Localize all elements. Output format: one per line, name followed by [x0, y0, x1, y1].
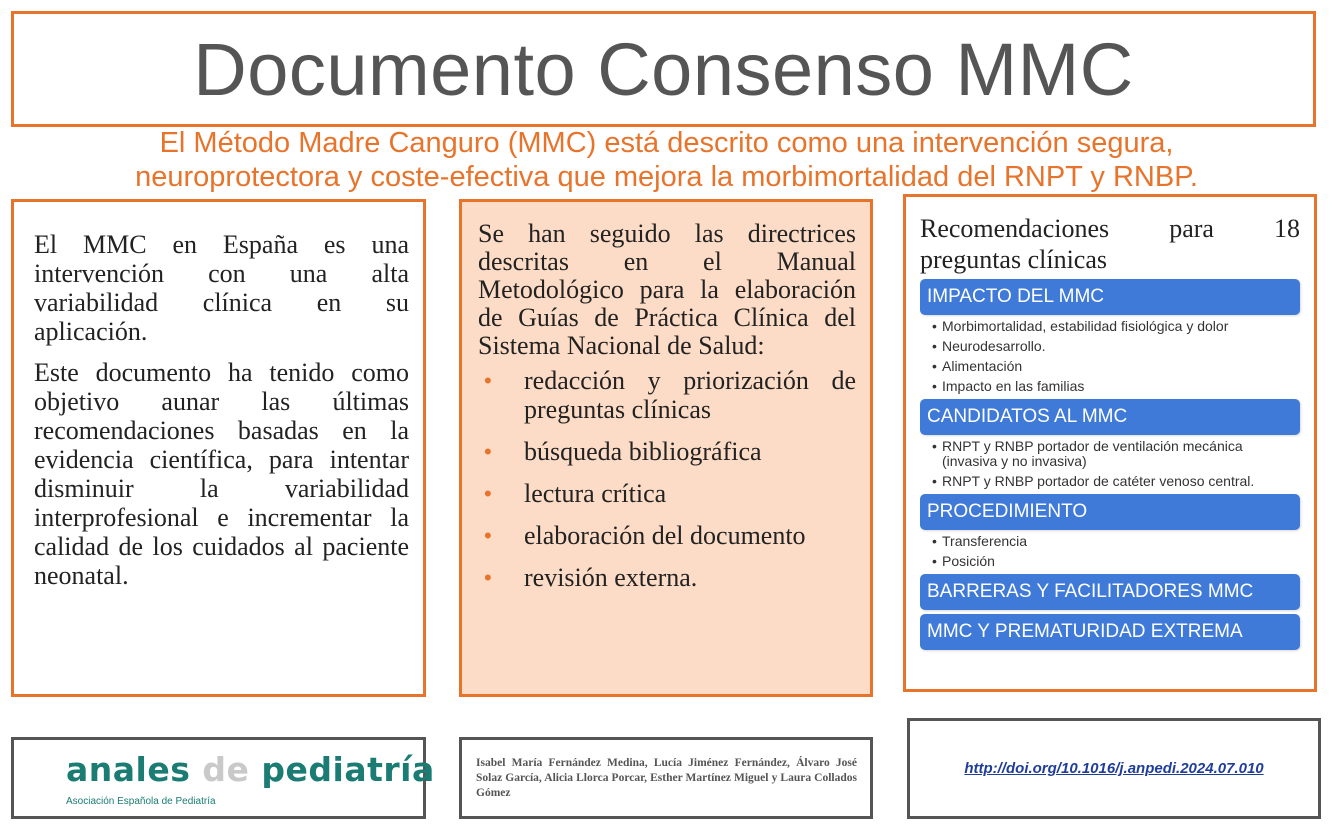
category-item: [932, 474, 1300, 489]
category-item-text: RNPT y RNBP portador de catéter venoso central.: [942, 473, 1255, 489]
bullet-icon: •: [484, 481, 492, 506]
context-paragraph-2: Este documento ha tenido como objetivo aunar las últimas recomendaciones basadas en la evidencia científica, para intentar disminuir la variabilidad interprofesional e incrementar la calidad de los cuidados al paciente neonatal.: [34, 358, 409, 590]
heading-line-2: preguntas clínicas: [920, 245, 1107, 274]
bullet-icon: •: [932, 318, 937, 334]
category-procedimiento: PROCEDIMIENTO: [920, 494, 1300, 530]
bullet-icon: •: [484, 439, 492, 464]
category-item: [932, 379, 1300, 394]
subtitle: [0, 126, 1333, 194]
category-items: [920, 319, 1300, 394]
methodology-item-text: búsqueda bibliográfica: [524, 437, 762, 466]
methodology-list: [478, 366, 856, 592]
journal-logo-box: [11, 737, 435, 819]
category-item: [932, 439, 1300, 469]
category-barreras: BARRERAS Y FACILITADORES MMC: [920, 574, 1300, 610]
journal-tagline: Asociación Española de Pediatría: [66, 796, 216, 807]
heading-word: Recomendaciones: [920, 214, 1110, 243]
methodology-item: [478, 437, 856, 466]
bullet-icon: •: [932, 553, 937, 569]
bullet-icon: •: [932, 438, 937, 454]
category-item: [932, 359, 1300, 374]
category-item-text: Transferencia: [942, 533, 1028, 549]
category-candidatos: CANDIDATOS AL MMC: [920, 399, 1300, 435]
journal-logo: [66, 750, 435, 789]
authors-box: [459, 737, 873, 819]
category-item-text: Alimentación: [942, 358, 1023, 374]
authors-text: Isabel María Fernández Medina, Lucía Jiménez Fernández, Álvaro José Solaz García, Alicia Llorca Porcar, Esther Martínez Miguel y Laura Collados Gómez: [476, 757, 857, 799]
bullet-icon: •: [932, 533, 937, 549]
heading-word: para: [1169, 214, 1214, 243]
category-item-text: Morbimortalidad, estabilidad fisiológica y dolor: [942, 318, 1229, 334]
methodology-item-text: lectura crítica: [524, 479, 667, 508]
methodology-item: [478, 479, 856, 508]
bullet-icon: •: [484, 565, 492, 590]
methodology-item: [478, 563, 856, 592]
recommendations-heading: [920, 213, 1300, 275]
category-item: [932, 339, 1300, 354]
methodology-item-text: redacción y priorización de preguntas clínicas: [524, 366, 856, 424]
subtitle-line-2: neuroprotectora y coste-efectiva que mejora la morbimortalidad del RNPT y RNBP.: [135, 161, 1198, 193]
heading-word: 18: [1274, 214, 1300, 243]
category-impacto: IMPACTO DEL MMC: [920, 279, 1300, 315]
category-item: [932, 319, 1300, 334]
category-items: [920, 534, 1300, 569]
category-items: [920, 439, 1300, 489]
context-panel: [11, 199, 426, 697]
bullet-icon: •: [932, 358, 937, 374]
methodology-intro: Se han seguido las directrices descritas en el Manual Metodológico para la elaboración de Guías de Práctica Clínica del Sistema Nacional de Salud:: [478, 219, 856, 360]
bullet-icon: •: [932, 338, 937, 354]
doi-link[interactable]: http://doi.org/10.1016/j.anpedi.2024.07.010: [964, 760, 1264, 777]
methodology-item-text: elaboración del documento: [524, 521, 806, 550]
category-item-text: RNPT y RNBP portador de ventilación mecánica (invasiva y no invasiva): [942, 438, 1243, 469]
methodology-item-text: revisión externa.: [524, 563, 698, 592]
logo-word: de: [202, 750, 250, 789]
methodology-panel: [459, 199, 873, 697]
methodology-item: [478, 521, 856, 550]
category-item-text: Impacto en las familias: [942, 378, 1085, 394]
logo-word: pediatría: [261, 750, 435, 789]
category-item-text: Neurodesarrollo.: [942, 338, 1046, 354]
subtitle-line-1: El Método Madre Canguro (MMC) está descrito como una intervención segura,: [159, 127, 1174, 159]
logo-word: anales: [66, 750, 191, 789]
category-item: [932, 554, 1300, 569]
bullet-icon: •: [484, 368, 492, 393]
recommendations-panel: [903, 194, 1317, 692]
context-paragraph-1: El MMC en España es una intervención con una alta variabilidad clínica en su aplicación.: [34, 230, 409, 346]
bullet-icon: •: [932, 378, 937, 394]
methodology-item: [478, 366, 856, 424]
category-prematuridad: MMC Y PREMATURIDAD EXTREMA: [920, 614, 1300, 650]
page-title: Documento Consenso MMC: [193, 27, 1134, 111]
bullet-icon: •: [484, 523, 492, 548]
category-item-text: Posición: [942, 553, 995, 569]
title-box: [11, 11, 1316, 127]
category-item: [932, 534, 1300, 549]
bullet-icon: •: [932, 473, 937, 489]
doi-box: [907, 718, 1321, 819]
